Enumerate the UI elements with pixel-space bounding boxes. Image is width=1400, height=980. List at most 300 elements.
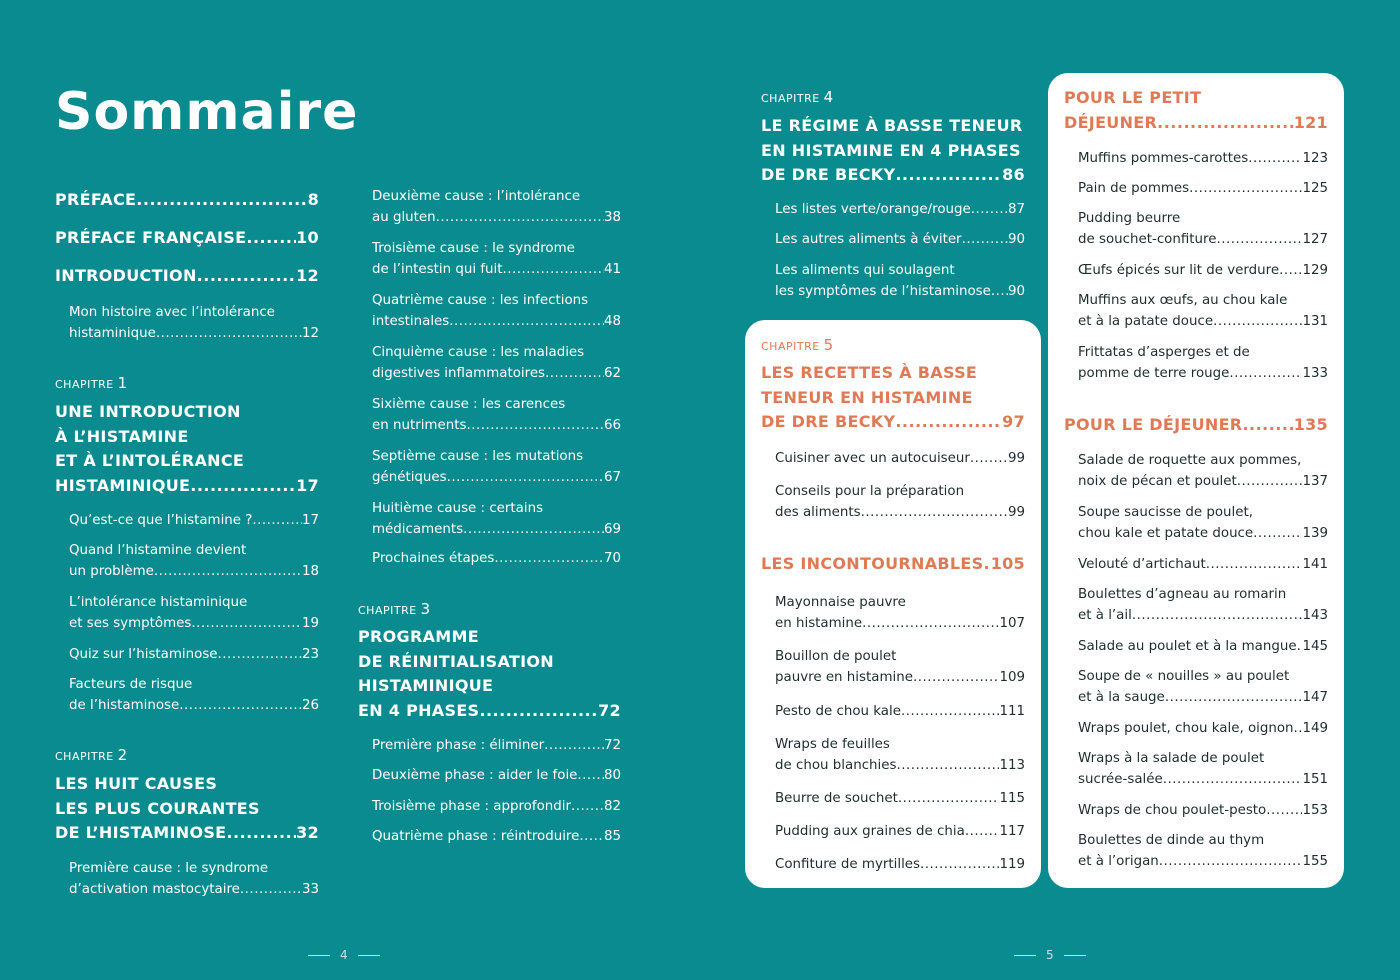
page-ref: 70: [603, 551, 621, 566]
page-ref: 17: [301, 513, 319, 528]
toc-entry-title: histaminique: [69, 326, 156, 341]
toc-line: [358, 699, 621, 724]
toc-line: [55, 425, 319, 450]
dot-leader: [156, 323, 302, 344]
toc-entry[interactable]: [761, 592, 1025, 634]
toc-line: [1064, 86, 1328, 111]
toc-entry-title: et à l’origan: [1078, 854, 1159, 869]
toc-entry[interactable]: [1064, 718, 1328, 739]
toc-entry-title: Cuisiner avec un autocuiseur: [775, 451, 970, 466]
toc-entry[interactable]: [1064, 800, 1328, 821]
dot-leader: [579, 826, 604, 847]
toc-line: [55, 264, 319, 289]
toc-line: [69, 510, 319, 531]
page-ref: 12: [296, 266, 319, 285]
toc-line: [372, 259, 621, 280]
toc-entry-title: de chou blanchies: [775, 758, 897, 773]
page-ref: 86: [1002, 165, 1025, 184]
toc-entry-title: de souchet-confiture: [1078, 232, 1217, 247]
page-ref: 62: [603, 366, 621, 381]
toc-entry-title: INTRODUCTION: [55, 266, 197, 285]
toc-column-chapter-5: [761, 0, 1025, 900]
chapter-label: [358, 602, 621, 618]
toc-line: [358, 625, 621, 650]
toc-line: [372, 290, 621, 311]
toc-line: [372, 735, 621, 756]
dot-leader: [545, 363, 604, 384]
page-number-rule: [1064, 955, 1086, 956]
toc-entry[interactable]: [358, 290, 621, 332]
toc-entry-title: Les autres aliments à éviter: [775, 232, 962, 247]
toc-entry-title: Mon histoire avec l’intolérance: [69, 305, 275, 320]
toc-entry[interactable]: [358, 796, 621, 817]
toc-entry-title: Boulettes de dinde au thym: [1078, 833, 1265, 848]
toc-line: [372, 186, 621, 207]
dot-leader: [179, 695, 302, 716]
page-ref: 69: [603, 522, 621, 537]
toc-entry-title: LES INCONTOURNABLES: [761, 554, 984, 573]
toc-line: [372, 548, 621, 569]
dot-leader: [577, 765, 604, 786]
dot-leader: [1266, 800, 1302, 821]
toc-line: [761, 552, 1025, 577]
toc-line: [55, 226, 319, 251]
toc-entry[interactable]: [55, 540, 319, 582]
toc-entry-title: TENEUR EN HISTAMINE: [761, 387, 973, 407]
toc-entry-title: Beurre de souchet: [775, 791, 898, 806]
toc-entry-title: Pesto de chou kale: [775, 704, 901, 719]
toc-entry-title: Première phase : éliminer: [372, 738, 545, 753]
toc-entry-title: et à l’ail: [1078, 608, 1132, 623]
toc-line: [55, 188, 319, 213]
toc-entry[interactable]: [1064, 502, 1328, 544]
toc-entry-title: Soupe de « nouilles » au poulet: [1078, 669, 1290, 684]
toc-entry-title: Wraps poulet, chou kale, oignon: [1078, 721, 1294, 736]
toc-entry-title: chou kale et patate douce: [1078, 526, 1254, 541]
toc-entry-title: au gluten: [372, 210, 436, 225]
toc-entry-title: Frittatas d’asperges et de: [1078, 345, 1250, 360]
toc-entry[interactable]: [358, 498, 621, 540]
dot-leader: [1229, 363, 1302, 384]
toc-line: [1078, 290, 1328, 311]
page-ref: 66: [603, 418, 621, 433]
toc-line: [372, 238, 621, 259]
toc-entry-title: Qu’est-ce que l’histamine ?: [69, 513, 253, 528]
page-ref: 82: [603, 799, 621, 814]
toc-line: [775, 481, 1025, 502]
page-ref: 149: [1302, 721, 1328, 736]
page-ref: 113: [999, 758, 1025, 773]
toc-entry-title: Wraps de feuilles: [775, 737, 890, 752]
chapter-word: CHAPITRE: [55, 750, 114, 763]
toc-entry[interactable]: [55, 510, 319, 531]
toc-entry-title: des aliments: [775, 505, 861, 520]
toc-entry-title: PRÉFACE: [55, 190, 137, 209]
toc-entry-title: Deuxième cause : l’intolérance: [372, 189, 581, 204]
toc-line: [69, 302, 319, 323]
toc-line: [775, 667, 1025, 688]
toc-entry-title: LES PLUS COURANTES: [55, 798, 260, 818]
dot-leader: [190, 474, 296, 499]
toc-line: [1078, 800, 1328, 821]
toc-line: [372, 519, 621, 540]
toc-entry-title: Sixième cause : les carences: [372, 397, 566, 412]
toc-entry-title: Quand l’histamine devient: [69, 543, 247, 558]
page-ref: 121: [1293, 112, 1328, 132]
dot-leader: [1157, 111, 1294, 136]
toc-entry[interactable]: [761, 481, 1025, 523]
toc-line: [69, 644, 319, 665]
dot-leader: [240, 879, 302, 900]
toc-line: [69, 323, 319, 344]
toc-entry-title: PROGRAMME: [358, 627, 479, 646]
chapter-number: 2: [117, 746, 128, 764]
dot-leader: [436, 207, 604, 228]
toc-entry-title: ET À L’INTOLÉRANCE: [55, 451, 245, 470]
toc-entry-title: Salade au poulet et à la mangue: [1078, 639, 1297, 654]
dot-leader: [544, 735, 604, 756]
page-ref: 48: [603, 314, 621, 329]
toc-line: [69, 540, 319, 561]
toc-line: [1078, 363, 1328, 384]
toc-line: [372, 207, 621, 228]
toc-line: [761, 361, 1025, 386]
toc-entry[interactable]: [1064, 450, 1328, 492]
toc-line: [1078, 148, 1328, 169]
toc-entry-title: en nutriments: [372, 418, 467, 433]
page-number-left: [308, 948, 380, 962]
toc-entry-title: Troisième cause : le syndrome: [372, 241, 575, 256]
toc-entry[interactable]: [1064, 342, 1328, 384]
toc-entry-title: sucrée-salée: [1078, 772, 1163, 787]
dot-leader: [494, 548, 604, 569]
toc-line: [55, 797, 319, 822]
toc-line: [69, 674, 319, 695]
page-ref: 10: [296, 228, 319, 247]
toc-entry-title: Cinquième cause : les maladies: [372, 345, 585, 360]
toc-entry-title: Confiture de myrtilles: [775, 857, 921, 872]
toc-line: [372, 446, 621, 467]
toc-line: [775, 448, 1025, 469]
dot-leader: [1163, 769, 1303, 790]
toc-entry[interactable]: [1064, 178, 1328, 199]
page-ref: 67: [603, 470, 621, 485]
toc-entry-title: intestinales: [372, 314, 450, 329]
page-ref: 87: [1007, 202, 1025, 217]
toc-line: [775, 613, 1025, 634]
toc-line: [775, 592, 1025, 613]
page-ref: 19: [301, 616, 319, 631]
toc-entry[interactable]: [761, 448, 1025, 469]
page-ref: 18: [301, 564, 319, 579]
toc-entry[interactable]: [358, 735, 621, 756]
dot-leader: [1248, 148, 1302, 169]
toc-entry-title: les symptômes de l’histaminose: [775, 284, 991, 299]
toc-line: [775, 734, 1025, 755]
toc-entry[interactable]: [358, 446, 621, 488]
page-number: 5: [1046, 948, 1054, 962]
chapter-word: CHAPITRE: [761, 92, 820, 105]
toc-line: [1078, 851, 1328, 872]
toc-entry[interactable]: [1064, 830, 1328, 872]
page-ref: 107: [999, 616, 1025, 631]
page-ref: 38: [603, 210, 621, 225]
toc-line: [372, 415, 621, 436]
toc-line: [55, 400, 319, 425]
toc-entry[interactable]: [761, 854, 1025, 875]
toc-entry-title: Muffins aux œufs, au chou kale: [1078, 293, 1288, 308]
toc-entry-title: de l’intestin qui fuit: [372, 262, 503, 277]
toc-entry[interactable]: [761, 646, 1025, 688]
toc-entry-title: HISTAMINIQUE: [358, 676, 494, 695]
page-ref: 105: [990, 554, 1025, 573]
toc-entry-title: DE DRE BECKY: [761, 412, 896, 431]
dot-leader: [197, 264, 296, 289]
toc-line: [372, 311, 621, 332]
dot-leader: [246, 226, 296, 251]
toc-line: [775, 502, 1025, 523]
toc-entry[interactable]: [761, 788, 1025, 809]
toc-line: [1078, 666, 1328, 687]
toc-entry-title: Muffins pommes-carottes: [1078, 151, 1249, 166]
toc-entry-title: un problème: [69, 564, 154, 579]
toc-line: [1078, 450, 1328, 471]
dot-leader: [970, 448, 1008, 469]
page-ref: 99: [1007, 451, 1025, 466]
dot-leader: [861, 502, 1008, 523]
toc-entry[interactable]: [358, 394, 621, 436]
page-ref: 32: [296, 823, 319, 842]
dot-leader: [898, 788, 1000, 809]
toc-entry[interactable]: [358, 826, 621, 847]
page-ref: 33: [301, 882, 319, 897]
toc-line: [1078, 830, 1328, 851]
toc-entry-title: Soupe saucisse de poulet,: [1078, 505, 1254, 520]
dot-leader: [479, 699, 598, 724]
dot-leader: [1216, 229, 1302, 250]
toc-entry[interactable]: [55, 644, 319, 665]
toc-entry[interactable]: [1064, 636, 1328, 657]
toc-line: [372, 498, 621, 519]
toc-entry-title: Salade de roquette aux pommes,: [1078, 453, 1302, 468]
dot-leader: [1237, 471, 1303, 492]
page-ref: 85: [603, 829, 621, 844]
toc-line: [1078, 554, 1328, 575]
toc-entry-title: EN HISTAMINE EN 4 PHASES: [761, 140, 1021, 160]
toc-entry-title: Pain de pommes: [1078, 181, 1190, 196]
toc-entry-title: médicaments: [372, 522, 464, 537]
toc-entry-title: et à la sauge: [1078, 690, 1165, 705]
dot-leader: [191, 613, 302, 634]
dot-leader: [920, 854, 999, 875]
toc-line: [372, 342, 621, 363]
page-ref: 127: [1302, 232, 1328, 247]
page-ref: 145: [1302, 639, 1328, 654]
toc-line: [69, 592, 319, 613]
toc-entry-title: POUR LE DÉJEUNER: [1064, 415, 1243, 434]
toc-entry-title: de l’histaminose: [69, 698, 180, 713]
dot-leader: [862, 613, 999, 634]
page-number-rule: [1014, 955, 1036, 956]
page-ref: 131: [1302, 314, 1328, 329]
toc-entry[interactable]: [1064, 290, 1328, 332]
toc-entry-title: Quatrième phase : réintroduire: [372, 829, 580, 844]
toc-section-heading[interactable]: [55, 226, 319, 251]
page-ref: 41: [603, 262, 621, 277]
dot-leader: [449, 311, 604, 332]
toc-section-heading[interactable]: [358, 625, 621, 723]
toc-entry[interactable]: [55, 858, 319, 900]
page-ref: 123: [1302, 151, 1328, 166]
toc-column-2: [358, 0, 621, 980]
toc-entry[interactable]: [1064, 748, 1328, 790]
toc-section-heading[interactable]: [55, 188, 319, 213]
dot-leader: [503, 259, 604, 280]
toc-entry[interactable]: [358, 238, 621, 280]
toc-entry-title: noix de pécan et poulet: [1078, 474, 1237, 489]
chapter-number: 4: [823, 88, 834, 106]
dot-leader: [895, 410, 1002, 435]
toc-line: [775, 821, 1025, 842]
toc-line: [1078, 718, 1328, 739]
dot-leader: [466, 415, 604, 436]
toc-section-heading[interactable]: [55, 264, 319, 289]
toc-entry-title: Facteurs de risque: [69, 677, 193, 692]
page-number: 4: [340, 948, 348, 962]
toc-entry-title: PRÉFACE FRANÇAISE: [55, 228, 247, 247]
toc-entry[interactable]: [358, 342, 621, 384]
page-ref: 23: [301, 647, 319, 662]
chapter-word: CHAPITRE: [55, 378, 114, 391]
toc-line: [761, 386, 1025, 411]
toc-entry[interactable]: [761, 701, 1025, 722]
toc-column-recipes: [1064, 0, 1328, 900]
page-ref: 109: [999, 670, 1025, 685]
toc-entry[interactable]: [55, 674, 319, 716]
toc-entry[interactable]: [1064, 260, 1328, 281]
dot-leader: [463, 519, 604, 540]
page-ref: 155: [1302, 854, 1328, 869]
toc-entry[interactable]: [761, 734, 1025, 776]
dot-leader: [1294, 718, 1303, 739]
toc-line: [372, 826, 621, 847]
page-ref: 151: [1302, 772, 1328, 787]
page-ref: 119: [999, 857, 1025, 872]
toc-entry-title: et ses symptômes: [69, 616, 192, 631]
toc-entry[interactable]: [55, 302, 319, 344]
toc-section-heading[interactable]: [1064, 413, 1328, 438]
dot-leader: [1213, 311, 1302, 332]
toc-line: [372, 765, 621, 786]
toc-entry-title: Troisième phase : approfondir: [372, 799, 571, 814]
toc-entry-title: L’intolérance histaminique: [69, 595, 248, 610]
toc-entry-title: Bouillon de poulet: [775, 649, 897, 664]
toc-entry-title: Pudding beurre: [1078, 211, 1181, 226]
toc-section-heading[interactable]: [761, 552, 1025, 577]
toc-entry-title: Œufs épicés sur lit de verdure: [1078, 263, 1280, 278]
dot-leader: [983, 552, 990, 577]
toc-section-heading[interactable]: [761, 361, 1025, 435]
toc-line: [1078, 636, 1328, 657]
toc-entry-title: Mayonnaise pauvre: [775, 595, 906, 610]
toc-entry[interactable]: [358, 765, 621, 786]
page-ref: 135: [1293, 415, 1328, 434]
page-ref: 133: [1302, 366, 1328, 381]
chapter-label: [55, 376, 319, 392]
page-ref: 12: [301, 326, 319, 341]
dot-leader: [1132, 605, 1303, 626]
toc-entry[interactable]: [1064, 666, 1328, 708]
dot-leader: [1159, 851, 1303, 872]
chapter-label: [55, 748, 319, 764]
page-ref: 90: [1007, 284, 1025, 299]
toc-line: [69, 858, 319, 879]
toc-line: [1078, 342, 1328, 363]
chapter-word: CHAPITRE: [358, 604, 417, 617]
toc-line: [1078, 769, 1328, 790]
page-ref: 17: [296, 475, 319, 495]
toc-line: [358, 650, 621, 675]
toc-line: [1078, 178, 1328, 199]
toc-line: [1078, 229, 1328, 250]
toc-line: [1064, 413, 1328, 438]
page-ref: 129: [1302, 263, 1328, 278]
toc-section-heading[interactable]: [1064, 86, 1328, 135]
toc-section-heading[interactable]: [55, 772, 319, 846]
toc-entry[interactable]: [1064, 148, 1328, 169]
chapter-word: CHAPITRE: [761, 340, 820, 353]
toc-entry[interactable]: [761, 821, 1025, 842]
toc-line: [1078, 605, 1328, 626]
toc-entry-title: en histamine: [775, 616, 863, 631]
toc-entry-title: Boulettes d’agneau au romarin: [1078, 587, 1287, 602]
toc-entry[interactable]: [1064, 584, 1328, 626]
dot-leader: [136, 188, 307, 213]
page-ref: 153: [1302, 803, 1328, 818]
toc-entry-title: Conseils pour la préparation: [775, 484, 965, 499]
page-number-rule: [308, 955, 330, 956]
toc-line: [761, 410, 1025, 435]
toc-line: [1078, 502, 1328, 523]
dot-leader: [896, 755, 999, 776]
dot-leader: [1165, 687, 1303, 708]
page-ref: 125: [1302, 181, 1328, 196]
toc-line: [1078, 471, 1328, 492]
page-ref: 111: [999, 704, 1025, 719]
toc-entry[interactable]: [358, 548, 621, 569]
toc-entry-title: LES HUIT CAUSES: [55, 774, 218, 793]
page-ref: 80: [603, 768, 621, 783]
toc-entry-title: pauvre en histamine: [775, 670, 913, 685]
toc-column-1: [55, 0, 319, 980]
dot-leader: [1242, 413, 1293, 438]
dot-leader: [1206, 554, 1303, 575]
toc-entry-title: Velouté d’artichaut: [1078, 557, 1206, 572]
toc-entry[interactable]: [358, 186, 621, 228]
toc-line: [372, 363, 621, 384]
toc-section-heading[interactable]: [55, 400, 319, 498]
toc-entry-title: Première cause : le syndrome: [69, 861, 269, 876]
dot-leader: [1279, 260, 1302, 281]
toc-entry[interactable]: [55, 592, 319, 634]
page-number-right: [1014, 948, 1086, 962]
toc-entry-title: d’activation mastocytaire: [69, 882, 240, 897]
toc-entry-title: pomme de terre rouge: [1078, 366, 1230, 381]
toc-entry-title: et à la patate douce: [1078, 314, 1214, 329]
toc-line: [775, 646, 1025, 667]
toc-entry[interactable]: [1064, 208, 1328, 250]
toc-entry[interactable]: [1064, 554, 1328, 575]
